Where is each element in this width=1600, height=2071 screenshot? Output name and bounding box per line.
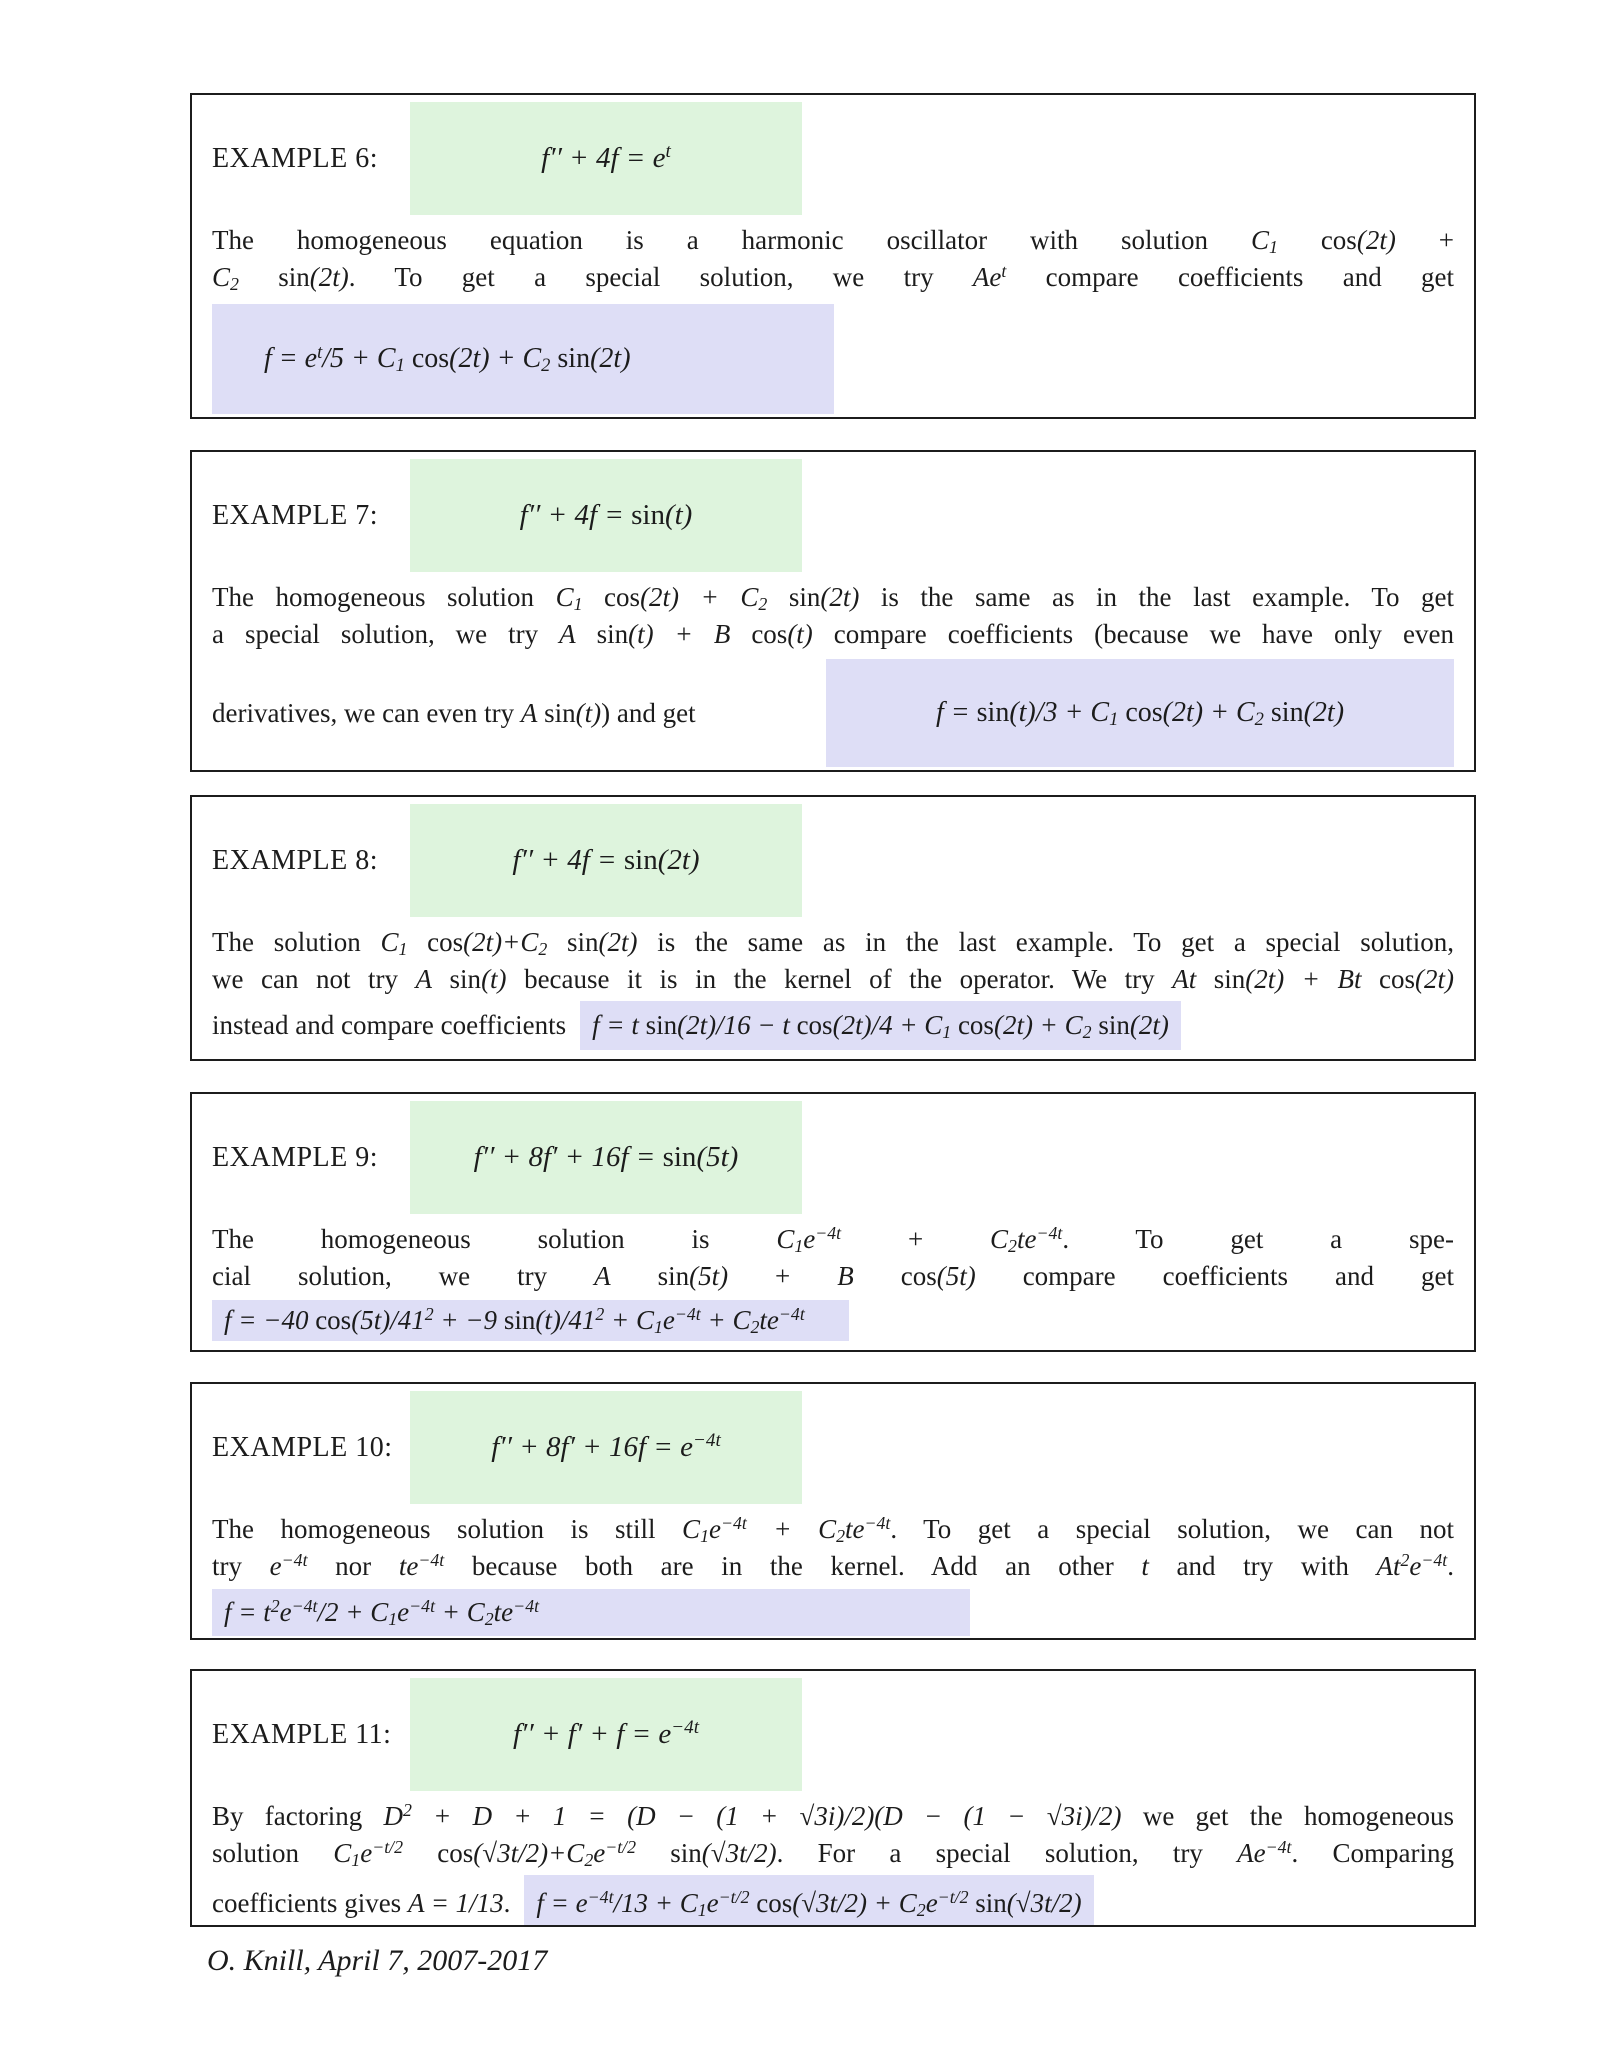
- example-8-label: EXAMPLE 8:: [212, 844, 378, 876]
- example-8-equation: f′′ + 4f = sin(2t): [512, 844, 700, 876]
- example-11-header: [212, 1678, 1454, 1791]
- footer-credit: O. Knill, April 7, 2007-2017: [207, 1944, 548, 1977]
- example-8-solution-formula: f = t sin(2t)/16 − t $\cos(2t)/4 + C_1$ $\cos(2t) + C_2$ sin(2t): [592, 1010, 1169, 1042]
- example-7-bottom-row: [212, 659, 1454, 767]
- example-10-solution-highlight: [212, 1589, 970, 1636]
- example-11-label: EXAMPLE 11:: [212, 1718, 392, 1750]
- example-8-equation-highlight: [410, 804, 802, 917]
- example-7-equation-highlight: [410, 459, 802, 572]
- body-line: By factoring $D^2 + D + 1 = (D - (1 + √3i)/2)(D - (1 - √3i)/2)$ we get the homogeneous: [212, 1800, 1455, 1831]
- example-10-solution-formula: $f = t^2e^{-4t}/2 + C_1e^{-4t} + C_2te^{-4t}$: [224, 1596, 540, 1629]
- body-line: we can not try A sin(t) because it is in the kernel of the operator. We try At sin(2t) + Bt cos(2t): [212, 964, 1454, 994]
- example-7-solution-formula: $f = \sin(t)/3 + C_1$ $\cos(2t) + C_2$ sin(2t): [935, 697, 1345, 730]
- example-6-equation-highlight: [410, 102, 802, 215]
- example-8-bottom-row: [212, 1001, 1454, 1050]
- example-9-solution-formula: f = −40 $\cos(5t)/41^2 + -9$ $\sin(t)/41^2 + C_1e^{-4t} + C_2te^{-4t}$: [224, 1304, 805, 1337]
- example-9-panel: [190, 1092, 1476, 1352]
- example-10-header: [212, 1391, 1454, 1504]
- example-8-solution-highlight: [580, 1001, 1181, 1050]
- example-11-solution-formula: $f = e^{-4t}/13 + C_1e^{-t/2}$ $\cos(√3t/2) + C_2e^{-t/2}$ sin(√3t/2): [536, 1887, 1082, 1920]
- example-9-solution-highlight: [212, 1300, 849, 1341]
- example-7-solution-highlight: [826, 659, 1454, 767]
- example-6-label: EXAMPLE 6:: [212, 142, 378, 174]
- example-8-header: [212, 804, 1454, 917]
- example-10-equation: $f'' + 8f' + 16f = e^{-4t}$: [491, 1430, 721, 1463]
- example-10-panel: [190, 1382, 1476, 1640]
- example-9-equation: f′′ + 8f′ + 16f = sin(5t): [473, 1141, 739, 1173]
- body-line: instead and compare coefficients: [212, 1010, 567, 1040]
- example-9-equation-highlight: [410, 1101, 802, 1214]
- example-9-label: EXAMPLE 9:: [212, 1141, 378, 1173]
- example-7-label: EXAMPLE 7:: [212, 499, 378, 531]
- example-6-solution-highlight: [212, 304, 834, 414]
- example-11-solution-highlight: [524, 1875, 1093, 1927]
- example-11-equation: $f'' + f' + f = e^{-4t}$: [512, 1717, 700, 1750]
- body-line: The solution $C_1$ $\cos(2t)+C_2$ sin(2t) is the same as in the last example. To get a special solution,: [212, 927, 1454, 959]
- body-line: The homogeneous equation is a harmonic oscillator with solution $C_1$ cos(2t) +: [212, 225, 1454, 257]
- example-6-panel: [190, 93, 1476, 419]
- body-line: The homogeneous solution is still $C_1e^{-4t} + C_2te^{-4t}$. To get a special solution, we can not: [212, 1513, 1454, 1546]
- body-line: solution $C_1e^{-t/2}$ $\cos(√3t/2)+C_2e^{-t/2}$ sin(√3t/2). For a special solution, try $Ae^{-4t}$. Comparing: [212, 1837, 1454, 1870]
- example-11-panel: [190, 1669, 1476, 1927]
- example-6-solution-formula: $f = e^t/5 + C_1$ $\cos(2t) + C_2$ sin(2t): [264, 341, 631, 376]
- body-line: The homogeneous solution is $C_1e^{-4t} + C_2te^{-4t}$. To get a spe-: [212, 1223, 1454, 1256]
- body-line: coefficients gives A = 1/13.: [212, 1888, 511, 1918]
- body-line: The homogeneous solution $C_1$ $\cos(2t) + C_2$ sin(2t) is the same as in the last example. To get: [212, 582, 1455, 614]
- example-8-panel: [190, 795, 1476, 1061]
- example-7-panel: [190, 450, 1476, 772]
- example-6-equation: $f'' + 4f = e^t$: [541, 141, 671, 174]
- example-7-equation: f′′ + 4f = sin(t): [519, 499, 693, 531]
- body-line: a special solution, we try A sin(t) + B cos(t) compare coefficients (because we have only even: [212, 619, 1454, 649]
- example-11-equation-highlight: [410, 1678, 802, 1791]
- example-9-header: [212, 1101, 1454, 1214]
- body-line: cial solution, we try A sin(5t) + B cos(5t) compare coefficients and get: [212, 1261, 1454, 1291]
- body-line: derivatives, we can even try A sin(t)) and get: [212, 697, 696, 728]
- body-line: try $e^{-4t}$ nor $te^{-4t}$ because both are in the kernel. Add an other t and try with $At^2e^{-4t}$.: [212, 1550, 1455, 1581]
- example-7-header: [212, 459, 1454, 572]
- example-10-label: EXAMPLE 10:: [212, 1431, 393, 1463]
- body-line: $C_2$ sin(2t). To get a special solution, we try Ae$^t$ compare coefficients and get: [212, 261, 1455, 294]
- example-6-header: [212, 102, 1454, 215]
- example-10-equation-highlight: [410, 1391, 802, 1504]
- example-11-bottom-row: [212, 1875, 1454, 1927]
